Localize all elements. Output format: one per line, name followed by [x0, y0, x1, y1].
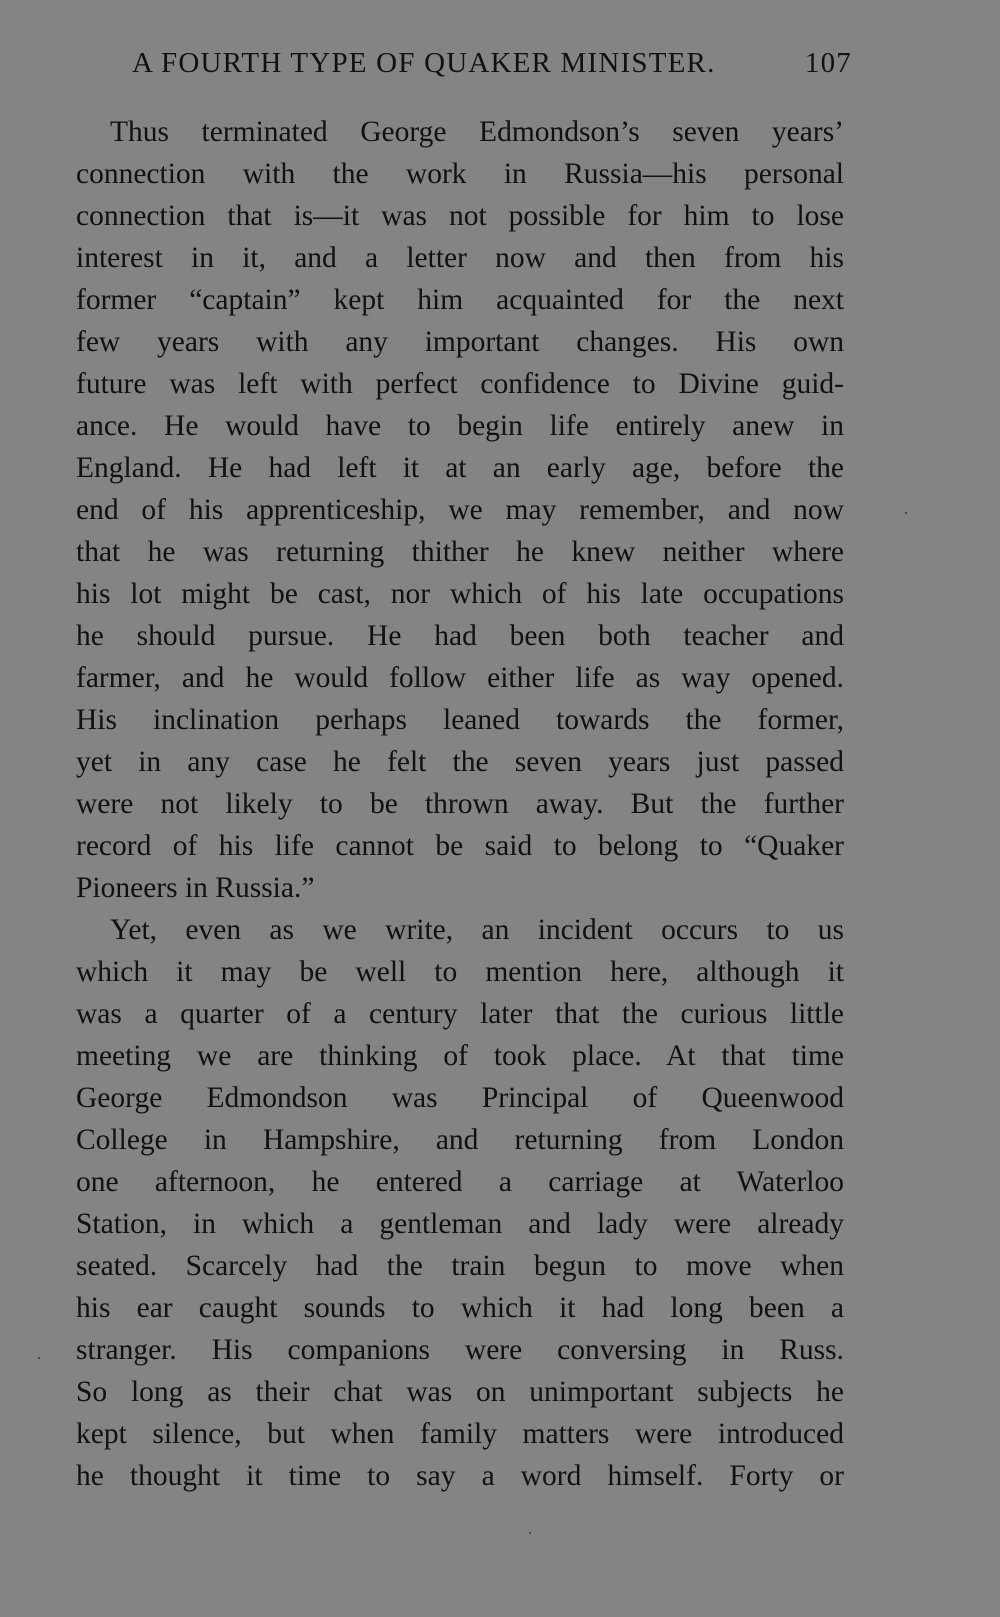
text-line: So long as their chat was on unimportant subjects he	[76, 1376, 844, 1408]
text-line: was a quarter of a century later that the curious little	[76, 998, 844, 1030]
scan-speck	[529, 1532, 531, 1534]
text-line: kept silence, but when family matters were introduced	[76, 1418, 844, 1450]
running-title: A FOURTH TYPE OF QUAKER MINISTER.	[132, 47, 716, 79]
text-line: stranger. His companions were conversing in Russ.	[76, 1334, 844, 1366]
text-line: that he was returning thither he knew neither where	[76, 536, 844, 568]
scan-speck	[38, 1357, 40, 1359]
text-line: College in Hampshire, and returning from London	[76, 1124, 844, 1156]
text-line: former “captain” kept him acquainted for the next	[76, 284, 844, 316]
text-line: few years with any important changes. His own	[76, 326, 844, 358]
text-line: George Edmondson was Principal of Queenwood	[76, 1082, 844, 1114]
text-line: farmer, and he would follow either life as way opened.	[76, 662, 844, 694]
text-line: connection with the work in Russia—his personal	[76, 158, 844, 190]
text-line: record of his life cannot be said to belong to “Quaker	[76, 830, 844, 862]
text-line: future was left with perfect confidence to Divine guid-	[76, 368, 844, 400]
text-line: connection that is—it was not possible for him to lose	[76, 200, 844, 232]
text-line: interest in it, and a letter now and then from his	[76, 242, 844, 274]
text-line: yet in any case he felt the seven years just passed	[76, 746, 844, 778]
text-line: which it may be well to mention here, although it	[76, 956, 844, 988]
text-line: were not likely to be thrown away. But the further	[76, 788, 844, 820]
text-line: His inclination perhaps leaned towards the former,	[76, 704, 844, 736]
scan-speck	[905, 512, 907, 514]
text-line: seated. Scarcely had the train begun to move when	[76, 1250, 844, 1282]
text-line: his ear caught sounds to which it had long been a	[76, 1292, 844, 1324]
page-number: 107	[804, 47, 852, 79]
text-line: Yet, even as we write, an incident occurs to us	[110, 914, 844, 946]
text-line: ance. He would have to begin life entirely anew in	[76, 410, 844, 442]
text-line: end of his apprenticeship, we may remember, and now	[76, 494, 844, 526]
running-header	[132, 47, 852, 87]
text-line: he should pursue. He had been both teacher and	[76, 620, 844, 652]
text-line: Station, in which a gentleman and lady were already	[76, 1208, 844, 1240]
text-line: one afternoon, he entered a carriage at Waterloo	[76, 1166, 844, 1198]
text-line: England. He had left it at an early age, before the	[76, 452, 844, 484]
text-line: Pioneers in Russia.”	[76, 872, 315, 904]
text-line: Thus terminated George Edmondson’s seven years’	[110, 116, 844, 148]
text-line: he thought it time to say a word himself. Forty or	[76, 1460, 844, 1492]
text-line: his lot might be cast, nor which of his late occupations	[76, 578, 844, 610]
text-line: meeting we are thinking of took place. At that time	[76, 1040, 844, 1072]
